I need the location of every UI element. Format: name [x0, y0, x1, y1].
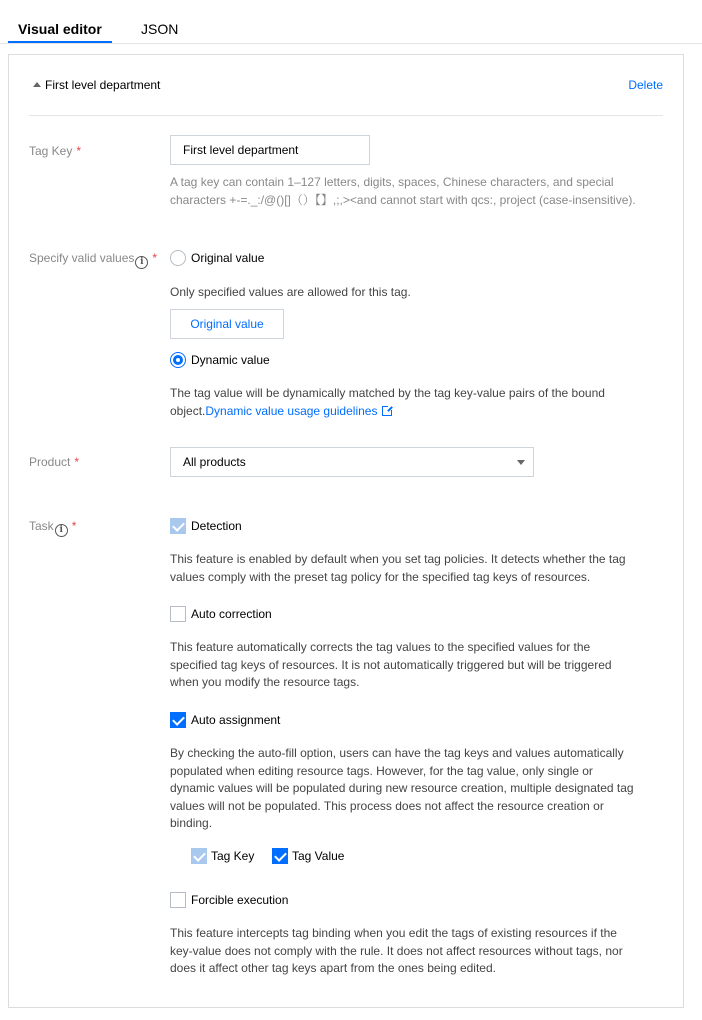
collapse-caret-icon[interactable] — [33, 82, 41, 87]
detection-label: Detection — [191, 519, 242, 533]
forcible-execution-label[interactable]: Forcible execution — [191, 893, 289, 907]
auto-correction-checkbox[interactable] — [170, 606, 186, 622]
delete-link[interactable]: Delete — [628, 78, 663, 92]
auto-assignment-help: By checking the auto-fill option, users can have the tag keys and values automatically populated when editing resource tags. However, for the tag value, only single or dynamic values will be populated during new resource creation, multiple designated tag values will not be populated. This process does not affect the resource creation or binding. — [170, 746, 634, 830]
auto-assignment-label[interactable]: Auto assignment — [191, 713, 281, 727]
product-select-value: All products — [183, 455, 246, 469]
tag-key-label — [29, 143, 81, 159]
original-value-help: Only specified values are allowed for this tag. — [170, 285, 411, 299]
auto-correction-label[interactable]: Auto correction — [191, 607, 272, 621]
task-label-text: Task — [29, 519, 54, 533]
chevron-down-icon — [517, 460, 525, 465]
required-mark: * — [76, 144, 82, 158]
required-mark: * — [74, 455, 80, 469]
dynamic-value-radio[interactable] — [170, 352, 186, 368]
original-value-radio[interactable] — [170, 250, 186, 266]
detection-help: This feature is enabled by default when you set tag policies. It detects whether the tag values comply with the preset tag policy for the specified tag keys of resources. — [170, 552, 626, 584]
tab-bar — [0, 0, 702, 44]
valid-values-label-text: Specify valid values — [29, 251, 135, 265]
auto-assignment-checkbox[interactable] — [170, 712, 186, 728]
info-circle-icon[interactable]: i — [55, 524, 68, 537]
dynamic-value-guidelines-link[interactable]: Dynamic value usage guidelines — [205, 403, 378, 418]
tag-key-label-text: Tag Key — [29, 144, 73, 158]
section-header — [9, 55, 683, 115]
required-mark: * — [71, 519, 77, 533]
required-mark: * — [152, 251, 158, 265]
info-circle-icon[interactable]: i — [135, 256, 148, 269]
active-tab-indicator — [8, 41, 112, 43]
product-label-text: Product — [29, 455, 71, 469]
section-divider — [29, 115, 663, 116]
dynamic-value-radio-label[interactable]: Dynamic value — [191, 353, 270, 367]
tag-key-input[interactable]: First level department — [170, 135, 370, 165]
external-link-icon[interactable] — [382, 406, 392, 416]
forcible-execution-checkbox[interactable] — [170, 892, 186, 908]
tag-key-help: A tag key can contain 1–127 letters, digits, spaces, Chinese characters, and special characters +-=._:/@()[]（）【】,;,><and cannot start with qcs:, project (case-insensitive). — [170, 175, 636, 207]
task-label — [29, 518, 76, 537]
auto-correction-help: This feature automatically corrects the tag values to the specified values for the specified tag keys of resources. It is not automatically triggered but will be triggered when you modify the resource tags. — [170, 640, 612, 689]
forcible-execution-help: This feature intercepts tag binding when you edit the tags of existing resources if the key-value does not comply with the rule. It does not affect resources without tags, nor does it affect other tag keys apart from the ones being edited. — [170, 926, 623, 975]
product-select[interactable] — [170, 447, 534, 477]
valid-values-label — [29, 250, 157, 269]
tag-value-checkbox[interactable] — [272, 848, 288, 864]
tag-policy-panel — [8, 54, 684, 1008]
dynamic-value-help — [170, 385, 640, 420]
tag-key-checkbox — [191, 848, 207, 864]
tab-visual-editor[interactable]: Visual editor — [18, 21, 102, 37]
original-value-radio-label[interactable]: Original value — [191, 251, 265, 265]
dynamic-value-help-text: The tag value will be dynamically matched by the tag key-value pairs of the bound object. — [170, 386, 605, 418]
tab-json[interactable]: JSON — [141, 21, 179, 37]
product-label — [29, 454, 79, 470]
detection-checkbox — [170, 518, 186, 534]
tag-key-checkbox-label: Tag Key — [211, 849, 255, 863]
tag-value-checkbox-label[interactable]: Tag Value — [292, 849, 345, 863]
section-title[interactable]: First level department — [45, 78, 161, 92]
original-value-button[interactable]: Original value — [170, 309, 284, 339]
